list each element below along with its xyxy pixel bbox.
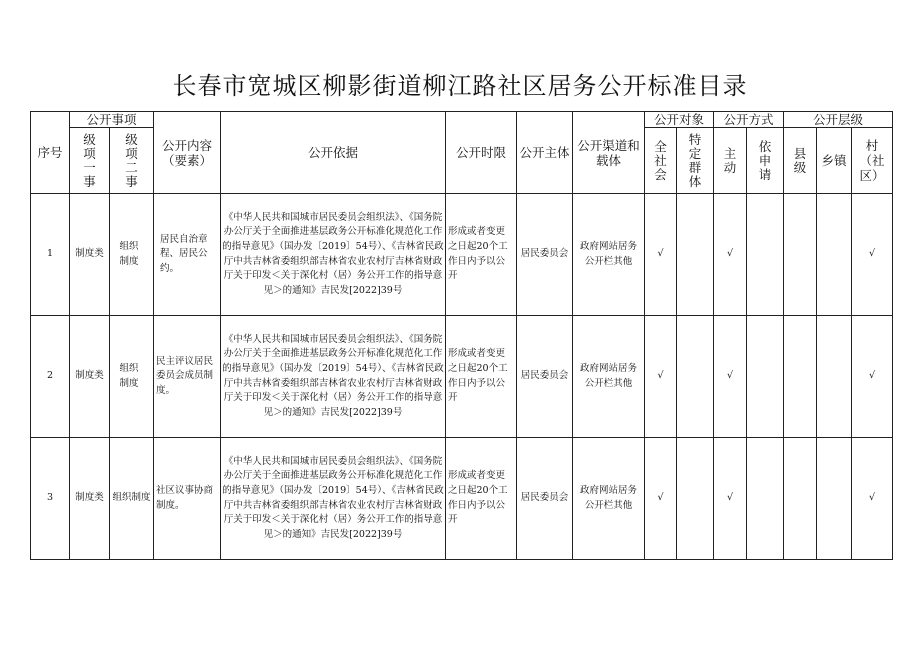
cell-all-society: √ xyxy=(645,194,677,316)
cell-village: √ xyxy=(852,194,893,316)
cell-seq: 1 xyxy=(31,194,70,316)
header-specific: 特定群体 xyxy=(677,128,714,194)
cell-level1: 制度类 xyxy=(70,316,110,438)
cell-content: 民主评议居民委员会成员制度。 xyxy=(154,316,221,438)
header-basis: 公开依据 xyxy=(221,112,446,194)
cell-on-request xyxy=(747,194,784,316)
header-active: 主动 xyxy=(714,128,747,194)
cell-level2: 组织制度 xyxy=(110,194,154,316)
cell-active: √ xyxy=(714,316,747,438)
table-body xyxy=(31,194,893,560)
cell-basis: 《中华人民共和国城市居民委员会组织法》、《国务院办公厅关于全面推进基层政务公开标准化规范化工作的指导意见》（国办发〔2019〕54号）、《吉林省民政厅中共吉林省委组织部吉林省农业农村厅吉林省财政厅关于印发＜关于深化村（居）务公开工作的指导意见＞的通知》吉民发[2022]39号 xyxy=(221,194,446,316)
cell-all-society: √ xyxy=(645,438,677,560)
disclosure-catalog-table xyxy=(30,111,893,560)
cell-town xyxy=(817,194,852,316)
cell-subject: 居民委员会 xyxy=(517,438,573,560)
cell-active: √ xyxy=(714,438,747,560)
cell-content: 社区议事协商制度。 xyxy=(154,438,221,560)
cell-level2: 组织制度 xyxy=(110,438,154,560)
cell-content: 居民自治章程、居民公约。 xyxy=(154,194,221,316)
cell-channel: 政府网站居务公开栏其他 xyxy=(573,438,645,560)
table-row xyxy=(31,438,893,560)
header-channel: 公开渠道和载体 xyxy=(573,112,645,194)
cell-town xyxy=(817,316,852,438)
cell-active: √ xyxy=(714,194,747,316)
header-method-group: 公开方式 xyxy=(714,112,784,128)
cell-county xyxy=(784,316,817,438)
cell-all-society: √ xyxy=(645,316,677,438)
cell-specific xyxy=(677,194,714,316)
header-item-group: 公开事项 xyxy=(70,112,154,128)
cell-specific xyxy=(677,316,714,438)
document-title: 长春市宽城区柳影街道柳江路社区居务公开标准目录 xyxy=(172,72,748,100)
cell-basis: 《中华人民共和国城市居民委员会组织法》、《国务院办公厅关于全面推进基层政务公开标准化规范化工作的指导意见》（国办发〔2019〕54号）、《吉林省民政厅中共吉林省委组织部吉林省农业农村厅吉林省财政厅关于印发＜关于深化村（居）务公开工作的指导意见＞的通知》吉民发[2022]39号 xyxy=(221,316,446,438)
cell-level1: 制度类 xyxy=(70,194,110,316)
cell-basis: 《中华人民共和国城市居民委员会组织法》、《国务院办公厅关于全面推进基层政务公开标准化规范化工作的指导意见》（国办发〔2019〕54号）、《吉林省民政厅中共吉林省委组织部吉林省农业农村厅吉林省财政厅关于印发＜关于深化村（居）务公开工作的指导意见＞的通知》吉民发[2022]39号 xyxy=(221,438,446,560)
header-subject: 公开主体 xyxy=(517,112,573,194)
header-county: 县级 xyxy=(784,128,817,194)
cell-specific xyxy=(677,438,714,560)
header-level1: 级项一事 xyxy=(70,128,110,194)
header-target-group: 公开对象 xyxy=(645,112,714,128)
table-row xyxy=(31,194,893,316)
table-row xyxy=(31,316,893,438)
cell-time: 形成或者变更之日起20个工作日内予以公开 xyxy=(446,316,517,438)
table-header xyxy=(31,112,893,194)
cell-county xyxy=(784,194,817,316)
cell-level2: 组织制度 xyxy=(110,316,154,438)
cell-time: 形成或者变更之日起20个工作日内予以公开 xyxy=(446,194,517,316)
header-level-group: 公开层级 xyxy=(784,112,893,128)
cell-seq: 2 xyxy=(31,316,70,438)
header-seq: 序号 xyxy=(31,112,70,194)
header-time: 公开时限 xyxy=(446,112,517,194)
cell-level1: 制度类 xyxy=(70,438,110,560)
cell-seq: 3 xyxy=(31,438,70,560)
cell-on-request xyxy=(747,316,784,438)
cell-village: √ xyxy=(852,316,893,438)
cell-time: 形成或者变更之日起20个工作日内予以公开 xyxy=(446,438,517,560)
header-content: 公开内容（要素） xyxy=(154,112,221,194)
header-on-request: 依申请 xyxy=(747,128,784,194)
cell-channel: 政府网站居务公开栏其他 xyxy=(573,316,645,438)
cell-village: √ xyxy=(852,438,893,560)
header-town: 乡镇 xyxy=(817,128,852,194)
cell-channel: 政府网站居务公开栏其他 xyxy=(573,194,645,316)
cell-subject: 居民委员会 xyxy=(517,316,573,438)
cell-county xyxy=(784,438,817,560)
cell-town xyxy=(817,438,852,560)
header-level2: 级项二事 xyxy=(110,128,154,194)
cell-subject: 居民委员会 xyxy=(517,194,573,316)
header-all-society: 全社会 xyxy=(645,128,677,194)
header-village: 村（社区） xyxy=(852,128,893,194)
cell-on-request xyxy=(747,438,784,560)
